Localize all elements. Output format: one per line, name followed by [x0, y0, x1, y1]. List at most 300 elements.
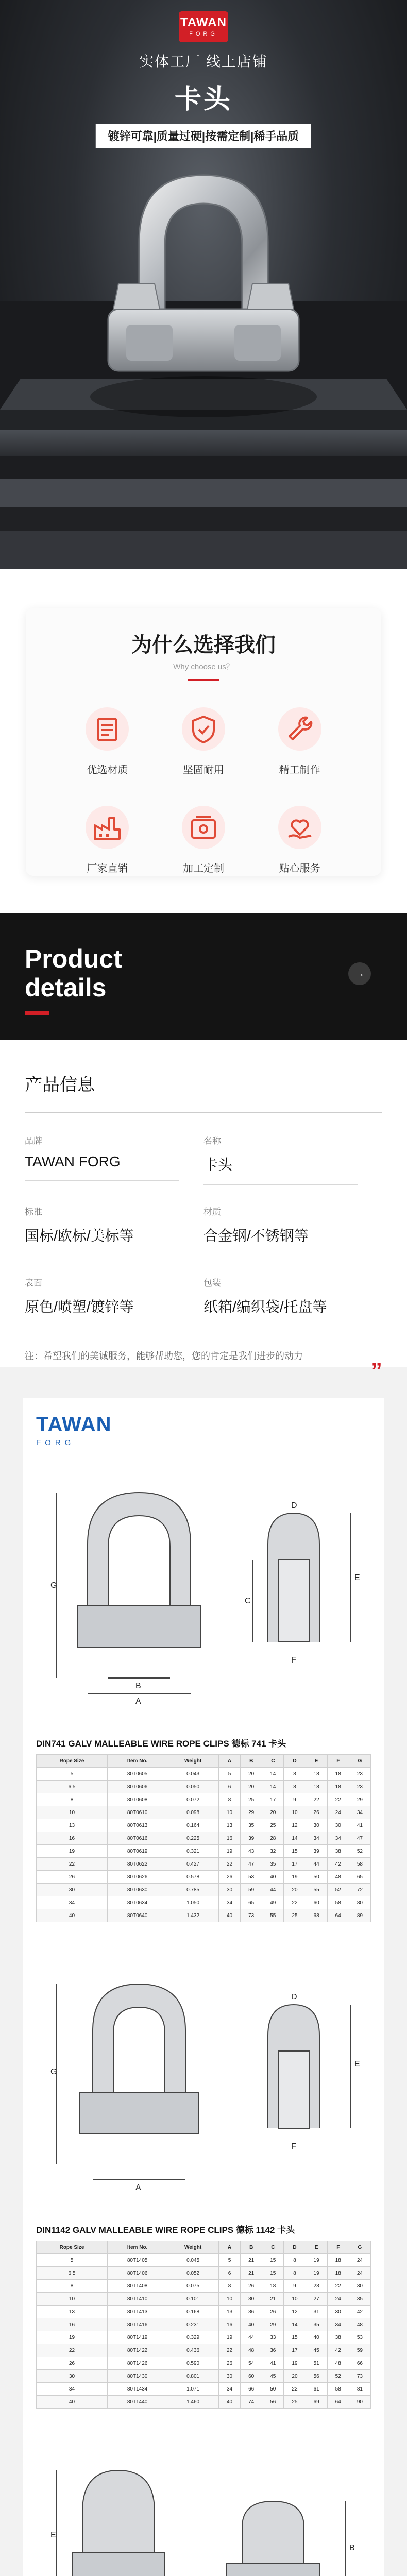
table-cell: 14: [284, 2318, 306, 2331]
table-cell: 9: [284, 1793, 306, 1806]
table-row: [37, 1896, 371, 1909]
table-cell: 0.329: [167, 2331, 219, 2344]
table-cell: 20: [241, 1781, 262, 1793]
table-cell: 8: [37, 2280, 108, 2293]
wire-rope-clip-image: [77, 155, 330, 443]
table-cell: 24: [327, 2293, 349, 2306]
table-cell: 0.225: [167, 1832, 219, 1845]
table-cell: 5: [37, 2254, 108, 2267]
table-cell: 20: [284, 1884, 306, 1896]
table-cell: 38: [327, 1845, 349, 1858]
table-cell: 0.231: [167, 2318, 219, 2331]
table-cell: 30: [218, 2370, 240, 2383]
table-cell: 56: [306, 2370, 327, 2383]
table-cell: 52: [327, 1884, 349, 1896]
table-row: [37, 2344, 371, 2357]
table-cell: 52: [349, 1845, 370, 1858]
table-cell: 89: [349, 1909, 370, 1922]
why-subtitle: Why choose us？: [173, 663, 234, 671]
why-item-label: 贴心服务: [279, 863, 320, 874]
factory-icon: [84, 805, 130, 850]
table-cell: 72: [349, 1884, 370, 1896]
table-cell: 8: [284, 2254, 306, 2267]
table-cell: 73: [241, 1909, 262, 1922]
table-cell: 19: [306, 2267, 327, 2280]
spec-item-standard: [25, 1205, 204, 1256]
table-cell: 0.052: [167, 2267, 219, 2280]
why-item-label: 厂家直销: [87, 863, 128, 874]
table-row: [37, 2318, 371, 2331]
table-cell: 0.427: [167, 1858, 219, 1871]
table-cell: 33: [262, 2331, 284, 2344]
table-cell: 80T0608: [107, 1793, 167, 1806]
svg-text:A: A: [135, 1697, 141, 1706]
table-cell: 19: [284, 1871, 306, 1884]
table-cell: 0.436: [167, 2344, 219, 2357]
table-cell: 40: [241, 2318, 262, 2331]
table-cell: 55: [306, 1884, 327, 1896]
spec-key: 材质: [204, 1207, 221, 1217]
table-cell: 1.050: [167, 1896, 219, 1909]
table-row: [37, 2267, 371, 2280]
table-cell: 24: [327, 1806, 349, 1819]
table-title: DIN1142 GALV MALLEABLE WIRE ROPE CLIPS 德标 1142 卡头: [36, 2225, 295, 2235]
why-title: 为什么选择我们: [131, 634, 276, 656]
table-cell: 65: [241, 1896, 262, 1909]
table-cell: 18: [306, 1768, 327, 1781]
table-cell: 74: [241, 2396, 262, 2409]
details-note-text: 注：希望我们的美诚服务，能够帮助您，您的肯定是我们进步的动力: [25, 1351, 303, 1361]
svg-text:B: B: [135, 1682, 141, 1690]
table-cell: 0.321: [167, 1845, 219, 1858]
table-cell: 80T0616: [107, 1832, 167, 1845]
table-cell: 53: [241, 1871, 262, 1884]
table-cell: 36: [262, 2344, 284, 2357]
table-cell: 19: [37, 2331, 108, 2344]
svg-text:C: C: [245, 1597, 251, 1605]
table-cell: 22: [327, 2280, 349, 2293]
details-header-accent-bar: [25, 1011, 49, 1015]
table-cell: 25: [284, 2396, 306, 2409]
table-cell: 61: [306, 2383, 327, 2396]
table-cell: 18: [327, 2267, 349, 2280]
table-cell: 6: [218, 1781, 240, 1793]
details-cn-title: 产品信息: [25, 1075, 95, 1095]
table-cell: 32: [262, 1845, 284, 1858]
table-row: [37, 1806, 371, 1819]
gear-icon: [181, 805, 226, 850]
table-row: [37, 1909, 371, 1922]
table-cell: 45: [262, 2370, 284, 2383]
table-cell: 26: [37, 1871, 108, 1884]
table-header-cell: C: [262, 1755, 284, 1768]
svg-text:F: F: [291, 1656, 296, 1665]
table-row: [37, 1832, 371, 1845]
table-cell: 8: [284, 2267, 306, 2280]
table-cell: 59: [349, 2344, 370, 2357]
table-cell: 19: [218, 2331, 240, 2344]
table-cell: 41: [349, 1819, 370, 1832]
table-cell: 22: [218, 2344, 240, 2357]
table-cell: 21: [241, 2254, 262, 2267]
table-cell: 26: [37, 2357, 108, 2370]
spec-value: 原色/喷塑/镀锌等: [25, 1299, 134, 1315]
table-cell: 8: [218, 2280, 240, 2293]
table-cell: 22: [327, 1793, 349, 1806]
table-cell: 80T0605: [107, 1768, 167, 1781]
spec-item-packaging: [204, 1276, 382, 1316]
table-cell: 21: [241, 2267, 262, 2280]
details-note: [25, 1337, 382, 1383]
table-cell: 80T0622: [107, 1858, 167, 1871]
table-cell: 48: [241, 2344, 262, 2357]
table-cell: 1.071: [167, 2383, 219, 2396]
table-cell: 34: [306, 1832, 327, 1845]
table-cell: 0.072: [167, 1793, 219, 1806]
spec-sheet-logo-line2: FORG: [36, 1438, 75, 1447]
table-cell: 80T0613: [107, 1819, 167, 1832]
table-cell: 47: [349, 1832, 370, 1845]
table-cell: 22: [37, 2344, 108, 2357]
table-cell: 27: [306, 2293, 327, 2306]
spec-key: 名称: [204, 1136, 221, 1146]
table-cell: 40: [262, 1871, 284, 1884]
heart-hand-icon: [277, 805, 323, 850]
table-cell: 21: [262, 2293, 284, 2306]
table-cell: 73: [349, 2370, 370, 2383]
why-underline: [188, 679, 219, 681]
details-header-line1: Product: [25, 944, 122, 973]
spec-value: TAWAN FORG: [25, 1154, 121, 1170]
table-row: [37, 1781, 371, 1793]
table-cell: 80T1434: [107, 2383, 167, 2396]
table-cell: 81: [349, 2383, 370, 2396]
table-cell: 40: [218, 1909, 240, 1922]
table-cell: 10: [37, 1806, 108, 1819]
table-cell: 0.045: [167, 2254, 219, 2267]
table-cell: 30: [306, 1819, 327, 1832]
table-cell: 23: [306, 2280, 327, 2293]
table-cell: 0.075: [167, 2280, 219, 2293]
table-row: [37, 2383, 371, 2396]
quote-icon: ”: [371, 1358, 382, 1383]
table-header-cell: G: [349, 2241, 370, 2254]
divider: [204, 1184, 358, 1185]
table-cell: 6: [218, 2267, 240, 2280]
table-cell: 40: [306, 2331, 327, 2344]
table-cell: 24: [349, 2267, 370, 2280]
table-cell: 80T0610: [107, 1806, 167, 1819]
shield-icon: [181, 706, 226, 752]
table-row: [37, 1819, 371, 1832]
table-cell: 80T1416: [107, 2318, 167, 2331]
table-cell: 23: [349, 1781, 370, 1793]
svg-text:E: E: [354, 2060, 360, 2069]
spec-key: 包装: [204, 1278, 221, 1288]
table-header-cell: Item No.: [107, 1755, 167, 1768]
why-item-material: [59, 706, 156, 776]
table-cell: 28: [262, 1832, 284, 1845]
table-cell: 59: [241, 1884, 262, 1896]
table-cell: 10: [284, 1806, 306, 1819]
table-cell: 13: [37, 1819, 108, 1832]
table-cell: 5: [218, 2254, 240, 2267]
table-row: [37, 2370, 371, 2383]
table-cell: 58: [327, 2383, 349, 2396]
table-cell: 47: [241, 1858, 262, 1871]
g450-technical-drawing: [36, 2429, 371, 2576]
material-icon: [84, 706, 130, 752]
spec-grid: [25, 1133, 382, 1316]
table-cell: 64: [327, 1909, 349, 1922]
hero-slogan: 实体工厂 线上店铺: [139, 54, 268, 70]
table-cell: 0.590: [167, 2357, 219, 2370]
table-header-cell: B: [241, 2241, 262, 2254]
why-item-service: [251, 805, 348, 875]
table-cell: 54: [241, 2357, 262, 2370]
table-cell: 5: [37, 1768, 108, 1781]
table-cell: 48: [349, 2318, 370, 2331]
table-cell: 31: [306, 2306, 327, 2318]
table-cell: 15: [284, 2331, 306, 2344]
why-item-craft: [251, 706, 348, 776]
table-cell: 68: [306, 1909, 327, 1922]
table-cell: 17: [262, 1793, 284, 1806]
table-cell: 53: [349, 2331, 370, 2344]
table-cell: 34: [327, 2318, 349, 2331]
table-cell: 41: [262, 2357, 284, 2370]
spec-item-surface: [25, 1276, 204, 1316]
table-cell: 50: [262, 2383, 284, 2396]
table-cell: 0.050: [167, 1781, 219, 1793]
table-cell: 20: [284, 2370, 306, 2383]
table-cell: 10: [218, 1806, 240, 1819]
table-cell: 38: [327, 2331, 349, 2344]
table-row: [37, 2396, 371, 2409]
svg-text:E: E: [354, 1573, 360, 1582]
table-cell: 44: [306, 1858, 327, 1871]
table-header-cell: Item No.: [107, 2241, 167, 2254]
table-cell: 15: [262, 2254, 284, 2267]
table-cell: 58: [327, 1896, 349, 1909]
table-cell: 0.168: [167, 2306, 219, 2318]
table-row: [37, 1858, 371, 1871]
table-cell: 22: [218, 1858, 240, 1871]
table-cell: 10: [218, 2293, 240, 2306]
table-cell: 18: [327, 2254, 349, 2267]
table-cell: 17: [284, 2344, 306, 2357]
table-cell: 65: [349, 1871, 370, 1884]
details-header-title: [25, 944, 122, 1002]
svg-text:G: G: [50, 2067, 57, 2076]
table-cell: 80T1405: [107, 2254, 167, 2267]
table-cell: 39: [306, 1845, 327, 1858]
product-details-section: [0, 913, 407, 1383]
table-cell: 0.801: [167, 2370, 219, 2383]
table-cell: 50: [306, 1871, 327, 1884]
table-cell: 16: [218, 1832, 240, 1845]
table-cell: 80T1426: [107, 2357, 167, 2370]
table-header-cell: Rope Size: [37, 1755, 108, 1768]
table-cell: 34: [37, 1896, 108, 1909]
table-cell: 34: [349, 1806, 370, 1819]
table-cell: 80T0630: [107, 1884, 167, 1896]
table-header-cell: F: [327, 1755, 349, 1768]
table-header-cell: Rope Size: [37, 2241, 108, 2254]
table-cell: 13: [218, 2306, 240, 2318]
table-cell: 36: [241, 2306, 262, 2318]
hero-banner: [0, 0, 407, 569]
table-cell: 80T0634: [107, 1896, 167, 1909]
table-cell: 80T1413: [107, 2306, 167, 2318]
table-cell: 30: [327, 1819, 349, 1832]
spec-sheet-section: [0, 1367, 407, 2576]
table-cell: 14: [262, 1781, 284, 1793]
table-cell: 26: [241, 2280, 262, 2293]
table-cell: 60: [306, 1896, 327, 1909]
table-row: [37, 2280, 371, 2293]
hero-features-banner: 镀锌可靠|质量过硬|按需定制|稀手品质: [96, 124, 311, 148]
table-header-cell: F: [327, 2241, 349, 2254]
table-cell: 8: [284, 1781, 306, 1793]
table-cell: 10: [37, 2293, 108, 2306]
table-header-cell: C: [262, 2241, 284, 2254]
table-cell: 42: [349, 2306, 370, 2318]
table-cell: 44: [262, 1884, 284, 1896]
table-row: [37, 2254, 371, 2267]
table-cell: 80T0606: [107, 1781, 167, 1793]
table-cell: 56: [262, 2396, 284, 2409]
spec-sheet-logo: [36, 1413, 112, 1456]
table-cell: 52: [327, 2370, 349, 2383]
table-cell: 19: [37, 1845, 108, 1858]
spec-sheet-logo-line1: TAWAN: [36, 1413, 112, 1436]
spec-item-material: [204, 1205, 382, 1256]
table-cell: 80T1440: [107, 2396, 167, 2409]
table-cell: 39: [241, 1832, 262, 1845]
arrow-right-icon: →: [348, 962, 371, 985]
table-cell: 15: [284, 1845, 306, 1858]
table-cell: 45: [306, 2344, 327, 2357]
table-cell: 13: [37, 2306, 108, 2318]
brand-logo: [179, 11, 228, 42]
table-header-cell: A: [218, 1755, 240, 1768]
svg-text:B: B: [349, 2544, 355, 2552]
svg-text:D: D: [291, 1501, 297, 1510]
table-cell: 80T0619: [107, 1845, 167, 1858]
brand-logo-line1: TAWAN: [180, 15, 227, 29]
table-cell: 20: [241, 1768, 262, 1781]
table-cell: 80: [349, 1896, 370, 1909]
table-header-cell: A: [218, 2241, 240, 2254]
table-cell: 26: [218, 2357, 240, 2370]
table-cell: 29: [349, 1793, 370, 1806]
why-item-durable: [156, 706, 252, 776]
table-cell: 17: [284, 1858, 306, 1871]
table-cell: 8: [284, 1768, 306, 1781]
why-item-label: 坚固耐用: [182, 765, 224, 776]
table-cell: 10: [284, 2293, 306, 2306]
table-header-cell: E: [306, 1755, 327, 1768]
table-row: [37, 2306, 371, 2318]
table-header-cell: Weight: [167, 2241, 219, 2254]
table-cell: 42: [327, 2344, 349, 2357]
table-cell: 8: [218, 1793, 240, 1806]
table-title: DIN741 GALV MALLEABLE WIRE ROPE CLIPS 德标 741 卡头: [36, 1739, 286, 1749]
table-cell: 48: [327, 1871, 349, 1884]
spec-value: 合金钢/不锈钢等: [204, 1228, 309, 1244]
table-cell: 30: [327, 2306, 349, 2318]
table-cell: 19: [284, 2357, 306, 2370]
table-cell: 16: [37, 2318, 108, 2331]
table-cell: 25: [262, 1819, 284, 1832]
table-cell: 9: [284, 2280, 306, 2293]
why-item-label: 精工制作: [279, 765, 320, 776]
table-cell: 64: [327, 2396, 349, 2409]
table-cell: 30: [37, 1884, 108, 1896]
why-item-label: 优选材质: [87, 765, 128, 776]
table-cell: 69: [306, 2396, 327, 2409]
divider: [25, 1180, 179, 1181]
table-cell: 15: [262, 2267, 284, 2280]
table-cell: 25: [241, 1793, 262, 1806]
din1142-technical-drawing: [36, 1943, 371, 2211]
table-cell: 22: [306, 1793, 327, 1806]
table-cell: 0.098: [167, 1806, 219, 1819]
why-item-custom: [156, 805, 252, 875]
spec-key: 品牌: [25, 1136, 42, 1146]
table-cell: 26: [262, 2306, 284, 2318]
table-header-cell: E: [306, 2241, 327, 2254]
table-cell: 14: [262, 1768, 284, 1781]
table-cell: 60: [241, 2370, 262, 2383]
din741-technical-drawing: [36, 1456, 371, 1724]
table-cell: 30: [37, 2370, 108, 2383]
table-row: [37, 2293, 371, 2306]
table-header-cell: D: [284, 1755, 306, 1768]
table-cell: 35: [349, 2293, 370, 2306]
table-cell: 80T1406: [107, 2267, 167, 2280]
table-cell: 22: [37, 1858, 108, 1871]
table-cell: 0.785: [167, 1884, 219, 1896]
table-cell: 44: [241, 2331, 262, 2344]
svg-text:A: A: [135, 2183, 141, 2192]
table-header-cell: D: [284, 2241, 306, 2254]
svg-text:G: G: [50, 1581, 57, 1590]
table-cell: 26: [218, 1871, 240, 1884]
table-header-cell: B: [241, 1755, 262, 1768]
spec-key: 标准: [25, 1207, 42, 1217]
table-cell: 24: [349, 2254, 370, 2267]
table-cell: 55: [262, 1909, 284, 1922]
table-cell: 49: [262, 1896, 284, 1909]
table-cell: 58: [349, 1858, 370, 1871]
spec-value: 卡头: [204, 1157, 233, 1173]
table-cell: 40: [37, 1909, 108, 1922]
table-cell: 66: [349, 2357, 370, 2370]
why-grid: [59, 706, 348, 875]
svg-text:E: E: [50, 2531, 56, 2539]
svg-text:D: D: [291, 1993, 297, 2002]
table-row: [37, 2357, 371, 2370]
table-cell: 51: [306, 2357, 327, 2370]
din741-spec-table: [36, 1754, 371, 1922]
table-cell: 29: [262, 2318, 284, 2331]
brand-logo-line2: FORG: [189, 31, 218, 37]
table-cell: 18: [306, 1781, 327, 1793]
table-cell: 40: [218, 2396, 240, 2409]
table-row: [37, 1793, 371, 1806]
